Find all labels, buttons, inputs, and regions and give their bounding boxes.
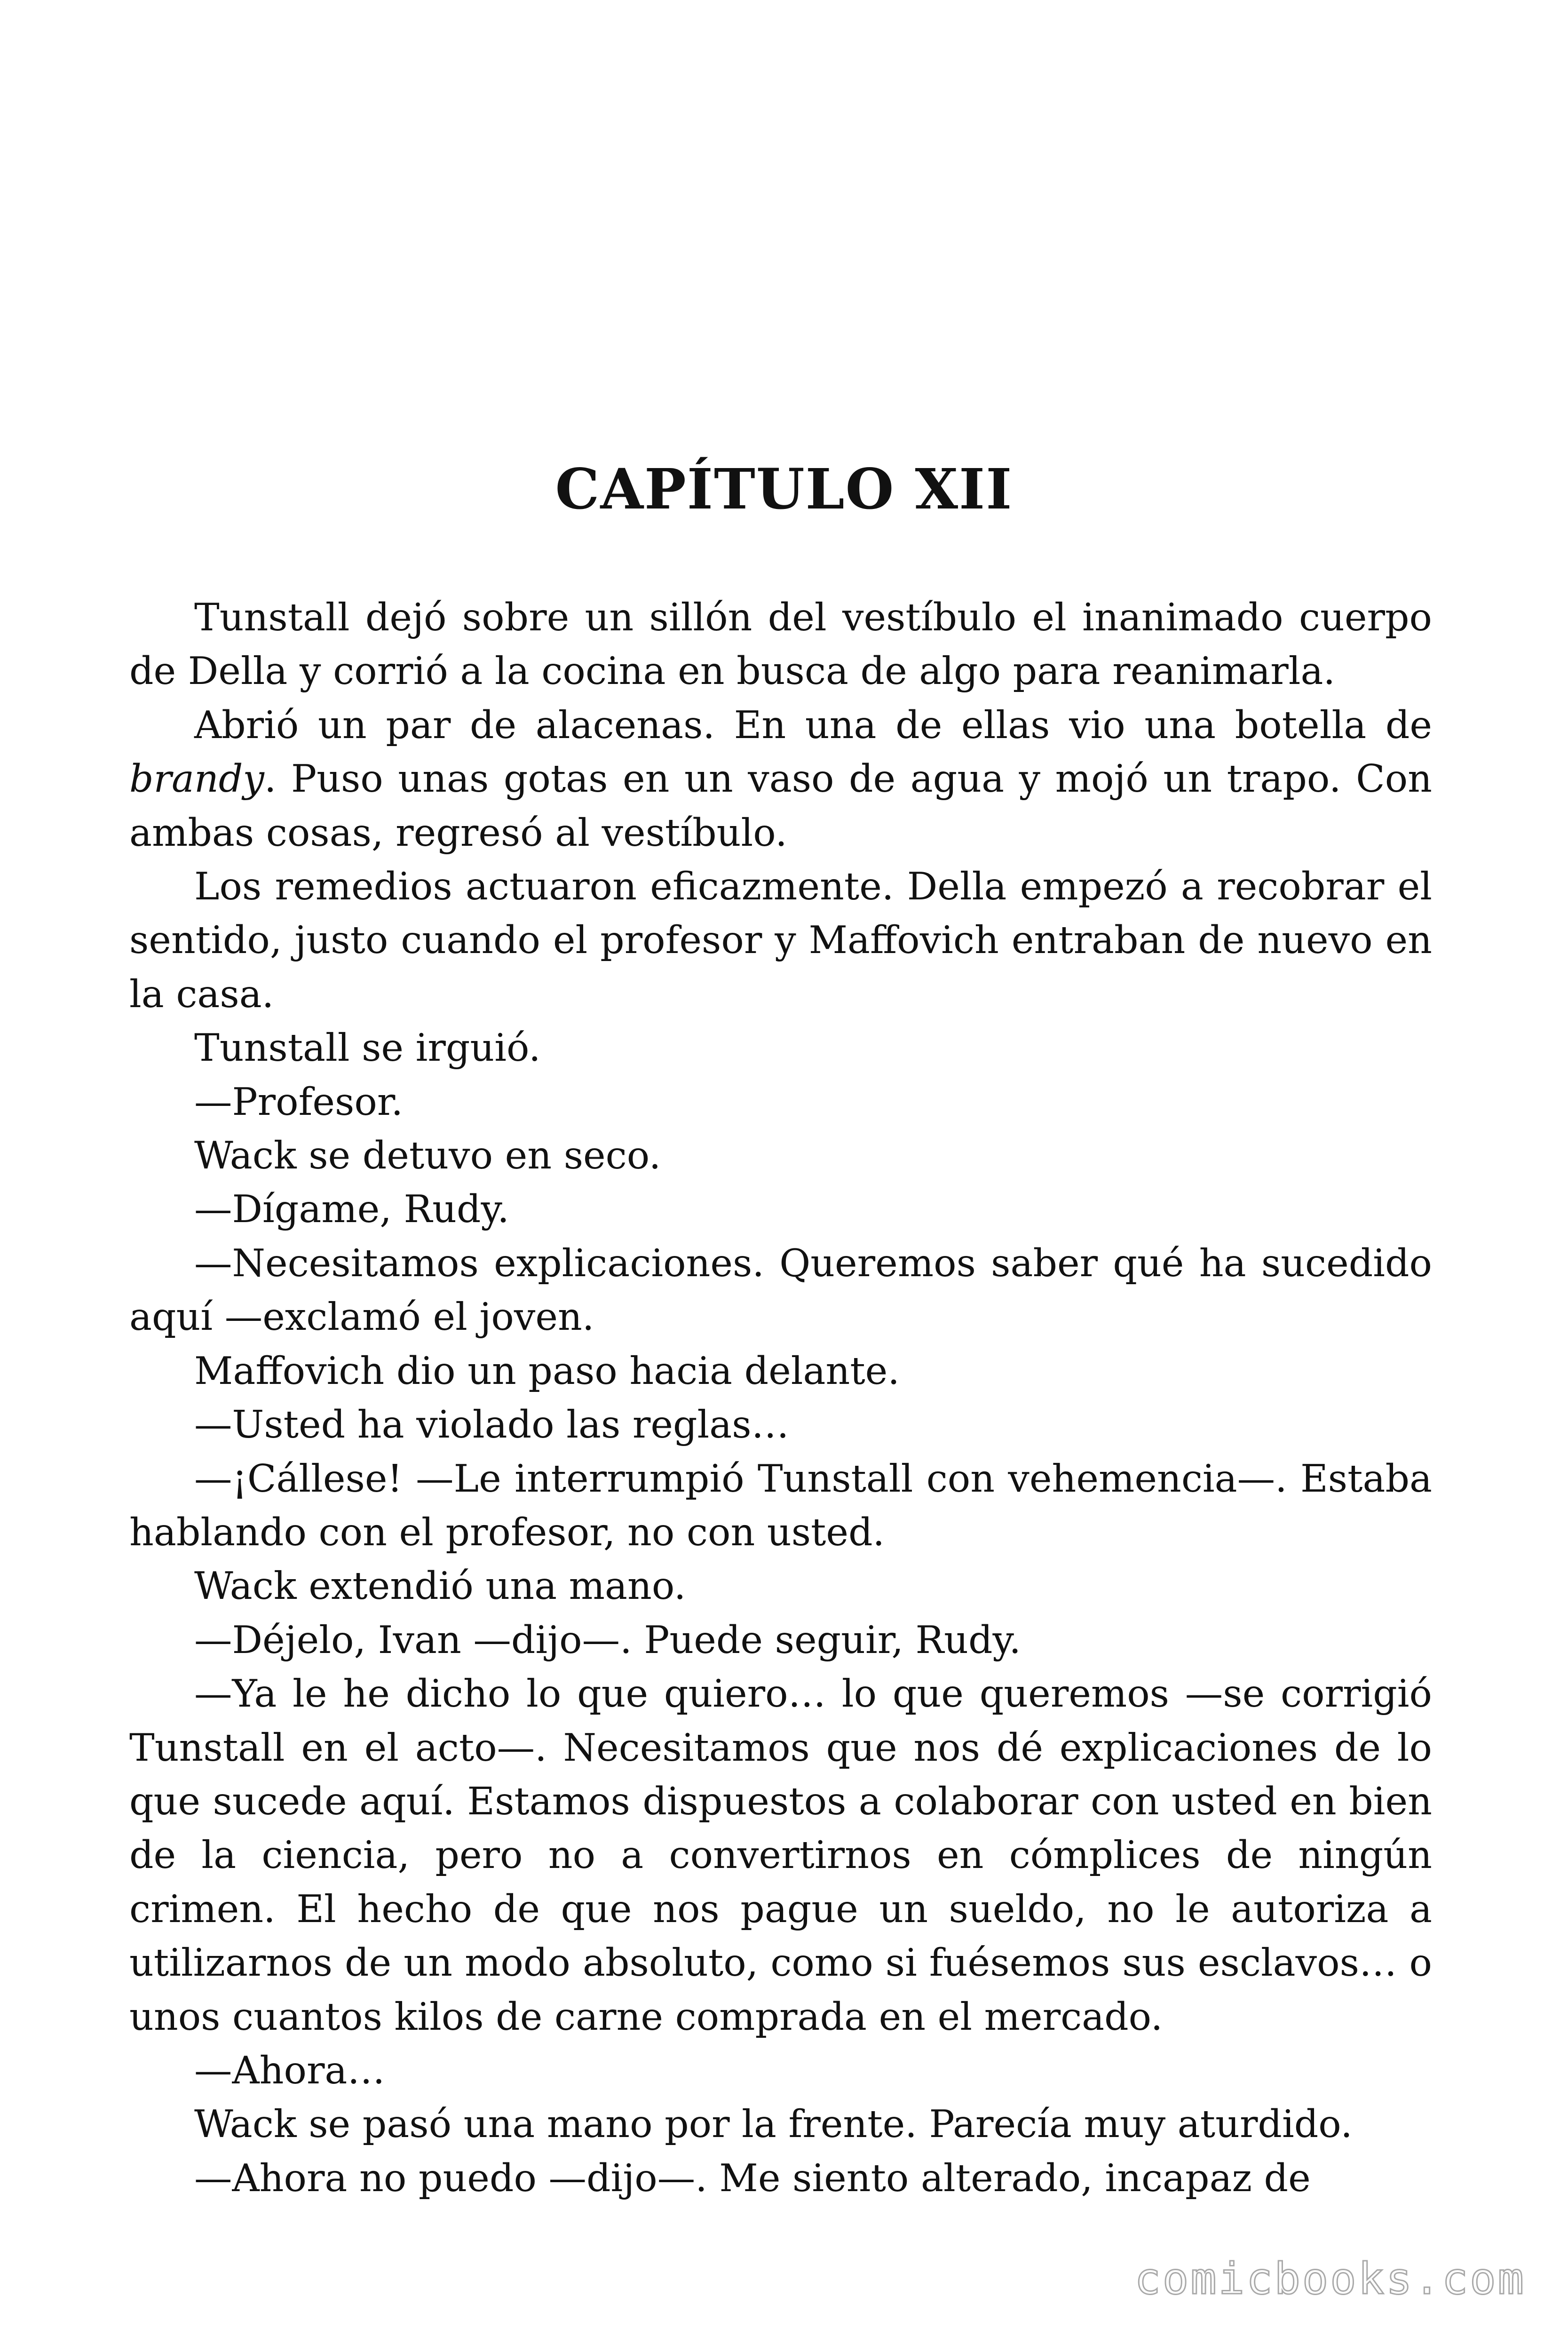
paragraph-text-after-italic: . Puso unas gotas en un vaso de agua y mojó un trapo. Con ambas cosas, regresó al vestíbulo. xyxy=(129,756,1432,855)
watermark: comicbooks.com xyxy=(1134,2254,1526,2304)
paragraph: Maffovich dio un paso hacia delante. xyxy=(194,1348,900,1393)
paragraph: Wack se pasó una mano por la frente. Parecía muy aturdido. xyxy=(194,2102,1353,2146)
paragraph xyxy=(129,698,1432,859)
paragraph: Wack extendió una mano. xyxy=(194,1564,686,1608)
dialogue-line: —Ahora no puedo —dijo—. Me siento alterado, incapaz de xyxy=(194,2155,1311,2200)
paragraph: Los remedios actuaron eficazmente. Della empezó a recobrar el sentido, justo cuando el profesor y Maffovich entraban de nuevo en la casa. xyxy=(129,864,1432,1016)
paragraph-text-before-italic: Abrió un par de alacenas. En una de ellas vio una botella de xyxy=(194,702,1432,747)
dialogue-line: —Déjelo, Ivan —dijo—. Puede seguir, Rudy. xyxy=(194,1617,1021,1662)
dialogue-line: —Ahora… xyxy=(194,2048,385,2092)
dialogue-line: —Usted ha violado las reglas… xyxy=(194,1402,790,1447)
chapter-title: CAPÍTULO XII xyxy=(555,456,1013,522)
dialogue-line: —¡Cállese! —Le interrumpió Tunstall con vehemencia—. Estaba hablando con el profesor, no con usted. xyxy=(129,1456,1432,1554)
dialogue-line: —Dígame, Rudy. xyxy=(194,1187,509,1232)
italic-word: brandy xyxy=(129,756,264,801)
paragraph: Tunstall dejó sobre un sillón del vestíbulo el inanimado cuerpo de Della y corrió a la cocina en busca de algo para reanimarla. xyxy=(129,595,1432,693)
body-text xyxy=(129,590,1432,2205)
dialogue-line: —Ya le he dicho lo que quiero… lo que queremos —se corrigió Tunstall en el acto—. Necesitamos que nos dé explicaciones de lo que sucede aquí. Estamos dispuestos a colaborar con usted en bien de la ciencia, pero no a convertirnos en cómplices de ningún crimen. El hecho de que nos pague un sueldo, no le autoriza a utilizarnos de un modo absoluto, como si fuésemos sus esclavos… o unos cuantos kilos de carne comprada en el mercado. xyxy=(129,1671,1432,2039)
paragraph: Wack se detuvo en seco. xyxy=(194,1133,661,1178)
dialogue-line: —Necesitamos explicaciones. Queremos saber qué ha sucedido aquí —exclamó el joven. xyxy=(129,1240,1432,1339)
paragraph: Tunstall se irguió. xyxy=(194,1025,541,1070)
dialogue-line: —Profesor. xyxy=(194,1079,404,1124)
